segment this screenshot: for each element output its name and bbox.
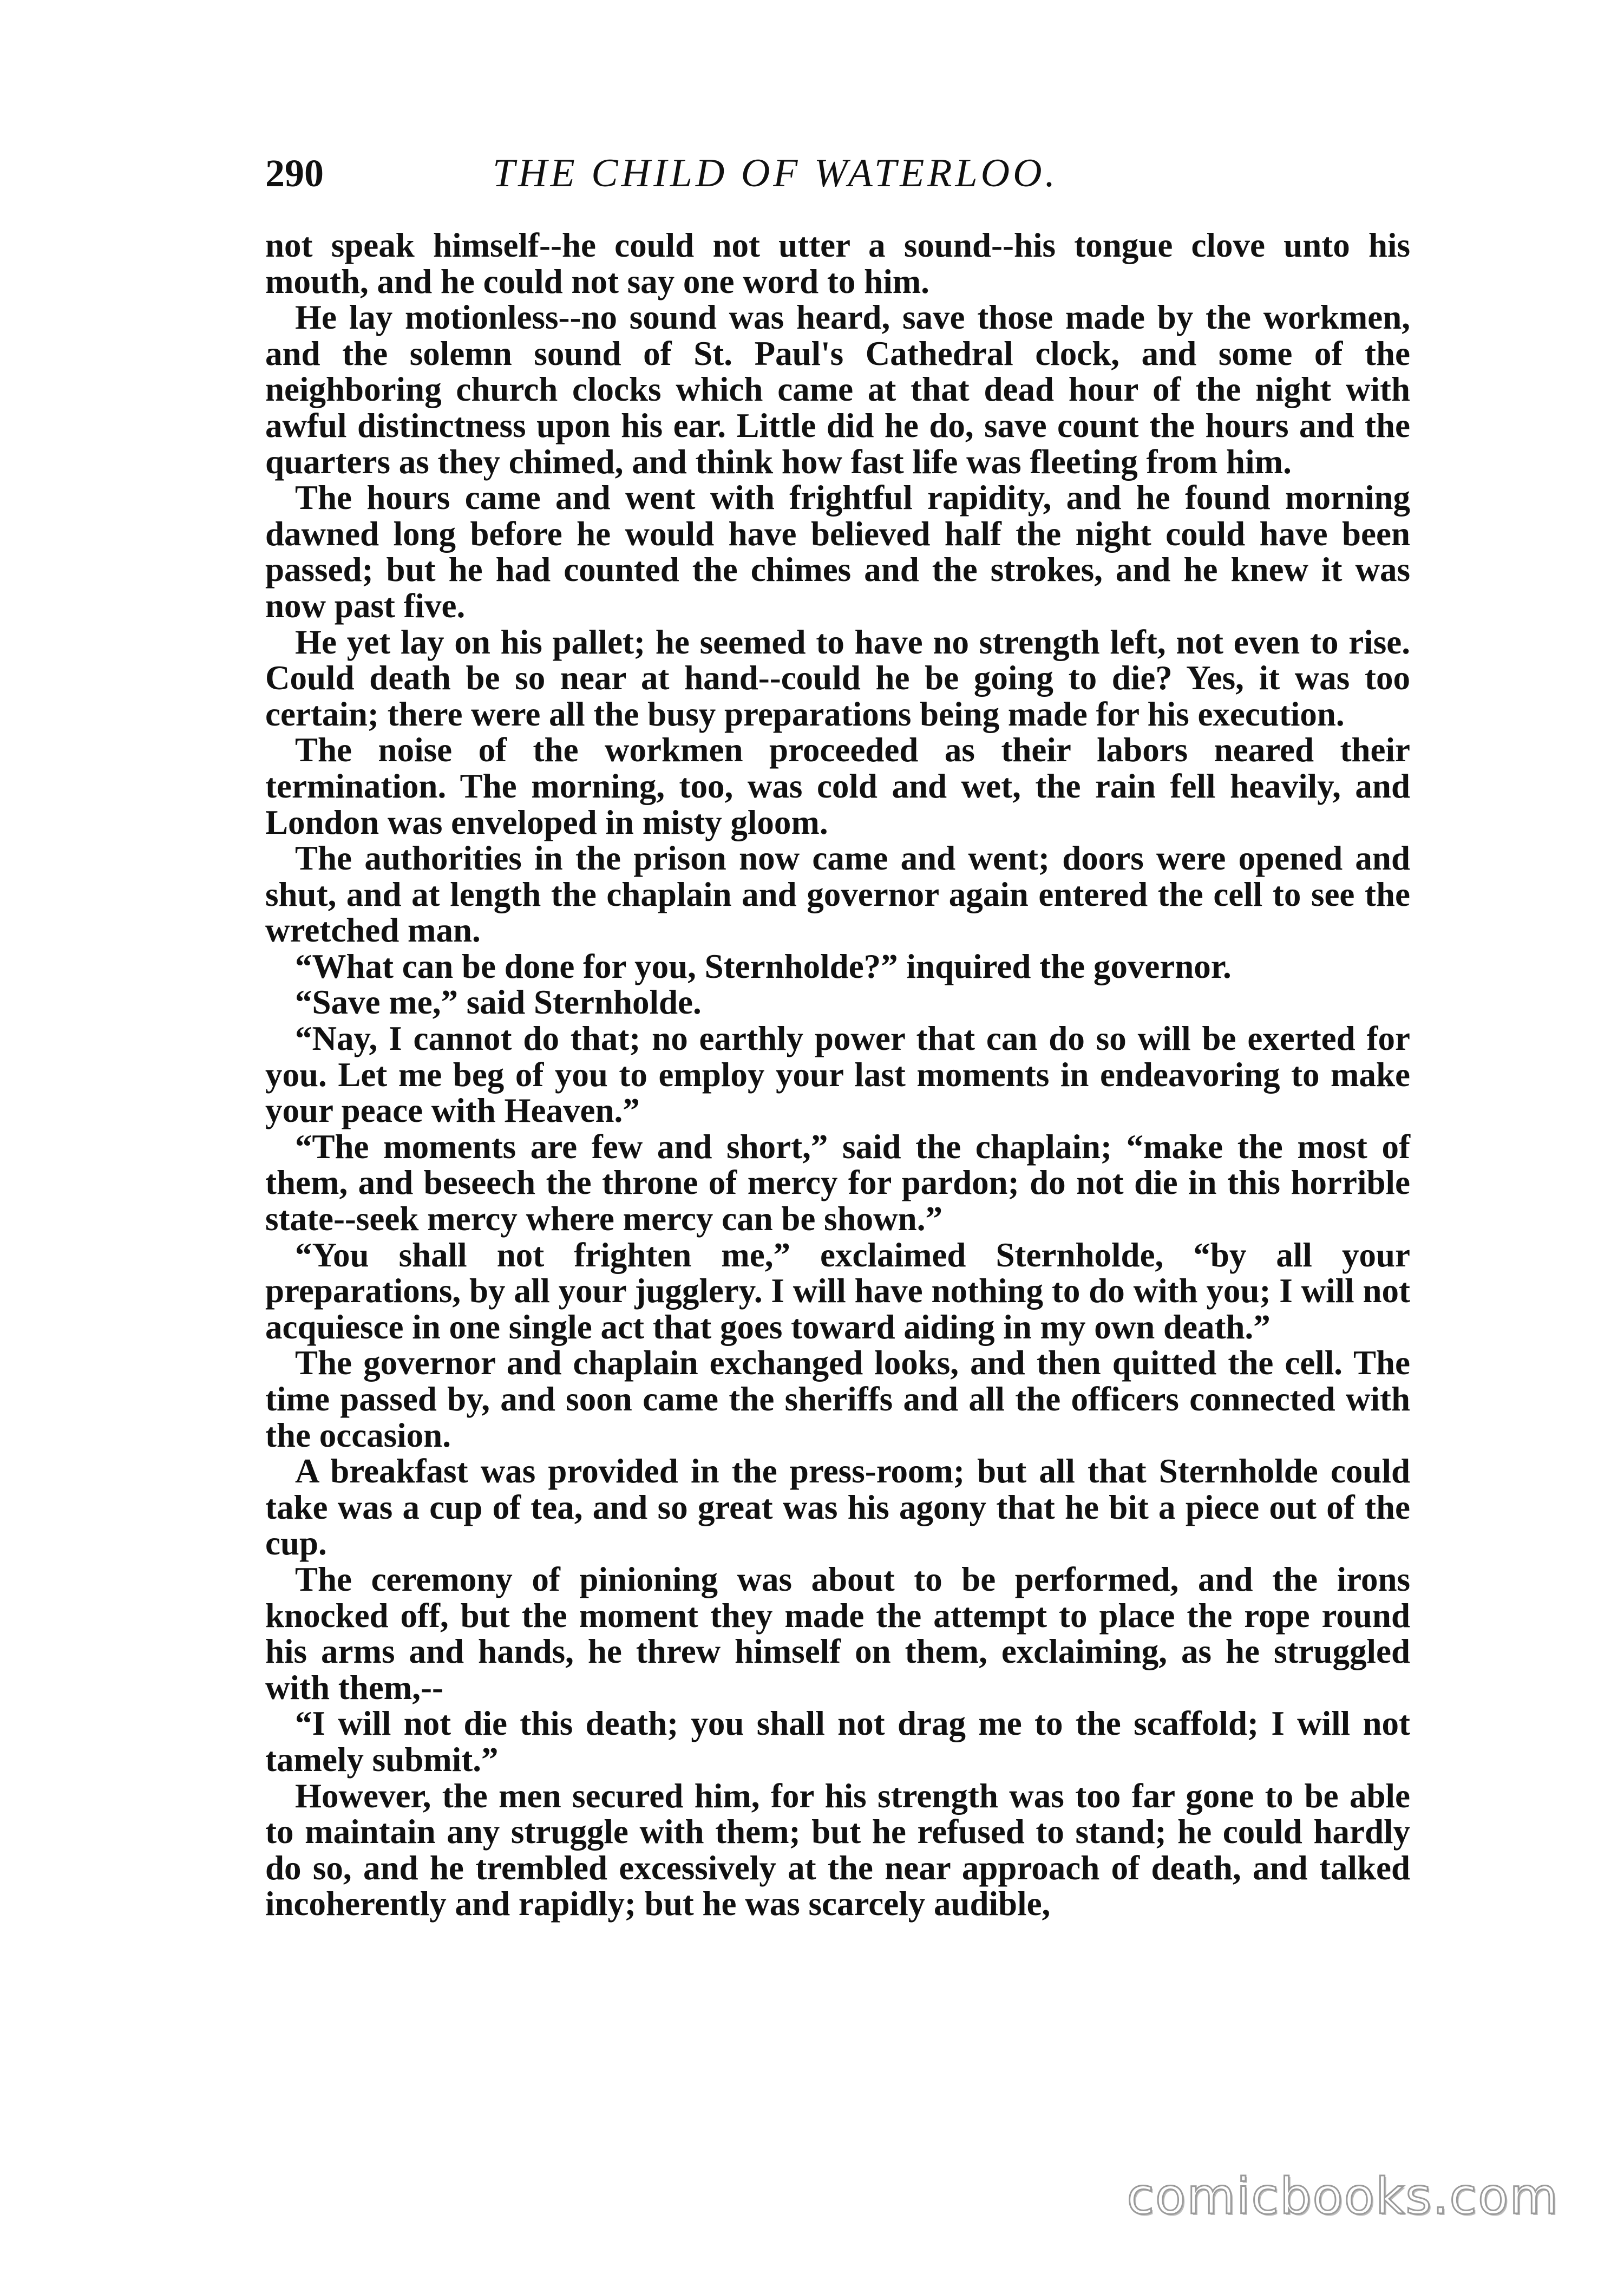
- page-header: [265, 143, 1413, 203]
- watermark: comicbooks.com: [1127, 2167, 1559, 2225]
- paragraph: “I will not die this death; you shall not drag me to the scaffold; I will not tamely submit.”: [265, 1704, 1410, 1779]
- paragraph: “Nay, I cannot do that; no earthly power that can do so will be exerted for you. Let me beg of you to employ your last moments in endeavoring to make your peace with Heaven.”: [265, 1020, 1410, 1130]
- paragraph: “What can be done for you, Sternholde?” inquired the governor.: [295, 947, 1232, 985]
- paragraph: The ceremony of pinioning was about to be performed, and the irons knocked off, but the moment they made the attempt to place the rope round his arms and hands, he threw himself on them, exclaiming, as he struggled with them,--: [265, 1560, 1410, 1707]
- paragraph: “The moments are few and short,” said the chaplain; “make the most of them, and beseech the throne of mercy for pardon; do not die in this horrible state--seek mercy where mercy can be shown.”: [265, 1127, 1410, 1238]
- running-title: THE CHILD OF WATERLOO.: [493, 151, 1059, 195]
- paragraph: not speak himself--he could not utter a sound--his tongue clove unto his mouth, and he could not say one word to him.: [265, 226, 1410, 300]
- paragraph: He lay motionless--no sound was heard, save those made by the workmen, and the solemn sound of St. Paul's Cathedral clock, and some of the neighboring church clocks which came at that dead hour of the night with awful distinctness upon his ear. Little did he do, save count the hours and the quarters as they chimed, and think how fast life was fleeting from him.: [265, 298, 1410, 481]
- paragraph: The governor and chaplain exchanged looks, and then quitted the cell. The time passed by, and soon came the sheriffs and all the officers connected with the occasion.: [265, 1344, 1410, 1454]
- paragraph: However, the men secured him, for his strength was too far gone to be able to maintain any struggle with them; but he refused to stand; he could hardly do so, and he trembled excessively at the near approach of death, and talked incoherently and rapidly; but he was scarcely audible,: [265, 1776, 1410, 1923]
- paragraph: He yet lay on his pallet; he seemed to have no strength left, not even to rise. Could death be so near at hand--could he be going to die? Yes, it was too certain; there were all the busy preparations being made for his execution.: [265, 623, 1410, 733]
- paragraph: The authorities in the prison now came and went; doors were opened and shut, and at length the chaplain and governor again entered the cell to see the wretched man.: [265, 839, 1410, 950]
- paragraph: “Save me,” said Sternholde.: [295, 983, 702, 1022]
- paragraph: A breakfast was provided in the press-room; but all that Sternholde could take was a cup of tea, and so great was his agony that he bit a piece out of the cup.: [265, 1452, 1410, 1563]
- paragraph: The noise of the workmen proceeded as their labors neared their termination. The morning, too, was cold and wet, the rain fell heavily, and London was enveloped in misty gloom.: [265, 731, 1410, 841]
- paragraph: The hours came and went with frightful rapidity, and he found morning dawned long before he would have believed half the night could have been passed; but he had counted the chimes and the strokes, and he knew it was now past five.: [265, 479, 1410, 625]
- page-number: 290: [265, 152, 324, 195]
- paragraph: “You shall not frighten me,” exclaimed Sternholde, “by all your preparations, by all your jugglery. I will have nothing to do with you; I will not acquiesce in one single act that goes toward aiding in my own death.”: [265, 1236, 1410, 1346]
- body-text: [265, 227, 1410, 1922]
